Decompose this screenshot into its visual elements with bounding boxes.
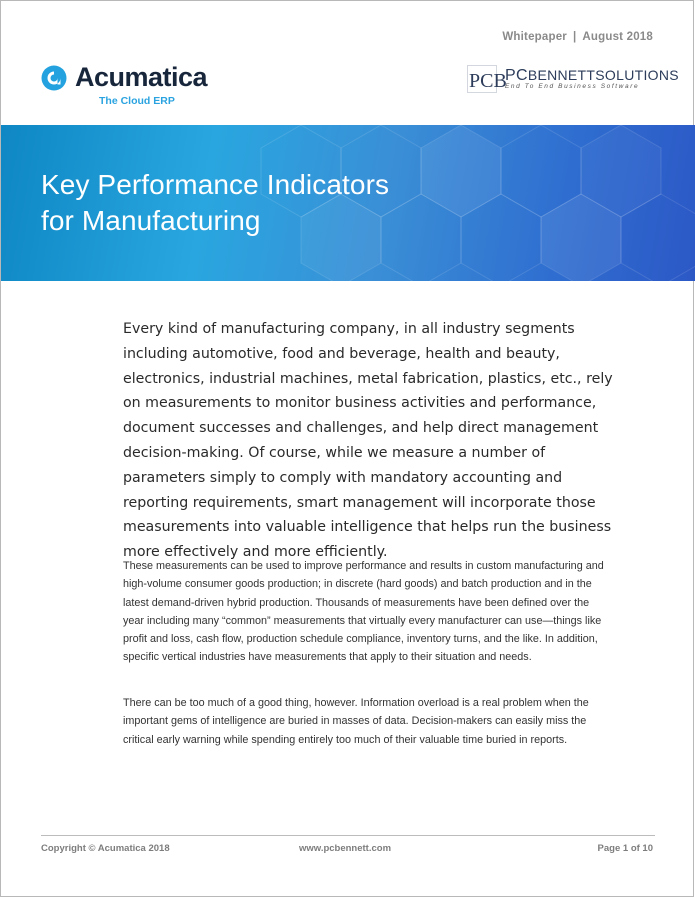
page-title	[41, 167, 389, 239]
footer-website-link[interactable]: www.pcbennett.com	[299, 843, 392, 854]
lead-paragraph: Every kind of manufacturing company, in all industry segments including automotive, food and beverage, health and beauty, electronics, industrial machines, metal fabrication, plastics, etc., rely on measurements to monitor business activities and performance, document successes and challenges, and help direct management decision-making. Of course, while we measure a number of parameters simply to comply with mandatory accounting and reporting requirements, smart management will incorporate those measurements into valuable intelligence that helps run the business more effectively and more efficiently.	[123, 321, 613, 561]
title-line-2: for Manufacturing	[41, 205, 261, 236]
acumatica-wordmark: Acumatica	[75, 62, 208, 92]
acumatica-logo	[41, 61, 241, 111]
pcb-name-solutions: SOLUTIONS	[595, 67, 679, 83]
pcb-name-pc: PC	[505, 67, 528, 84]
acumatica-tagline: The Cloud ERP	[99, 95, 175, 107]
title-line-1: Key Performance Indicators	[41, 169, 390, 200]
footer-page-number: Page 1 of 10	[597, 843, 653, 854]
footer-copyright: Copyright © Acumatica 2018	[41, 843, 170, 854]
body-paragraph-2: There can be too much of a good thing, however. Information overload is a real problem when the important gems of intelligence are buried in masses of data. Decision-makers can easily miss the critical early warning while spending entirely too much of their valuable time buried in reports.	[123, 697, 589, 746]
pcbennett-wordmark	[505, 67, 679, 84]
doc-date: August 2018	[582, 31, 653, 43]
pcb-monogram-text: PCB	[469, 70, 507, 92]
header-meta	[502, 31, 653, 43]
pcb-monogram-icon	[467, 65, 507, 93]
footer-divider	[41, 835, 655, 836]
pcbennett-logo	[467, 65, 679, 95]
title-banner	[1, 125, 695, 281]
pcbennett-subtitle: End To End Business Software	[505, 83, 640, 90]
pcb-name-bennett: BENNETT	[527, 67, 596, 83]
doc-type: Whitepaper	[502, 31, 567, 43]
acumatica-mark-icon	[41, 65, 67, 91]
header-separator: |	[572, 31, 577, 43]
body-paragraph-1: These measurements can be used to improve performance and results in custom manufacturing and high-volume consumer goods production; in discrete (hard goods) and batch production and in the latest demand-driven hybrid production. Thousands of measurements have been defined over the year including many “common” measurements that virtually every manufacturer can use—things like profit and loss, cash flow, production schedule compliance, inventory turns, and the like. In addition, specific vertical industries have measurements that apply to their situation and needs.	[123, 560, 604, 664]
